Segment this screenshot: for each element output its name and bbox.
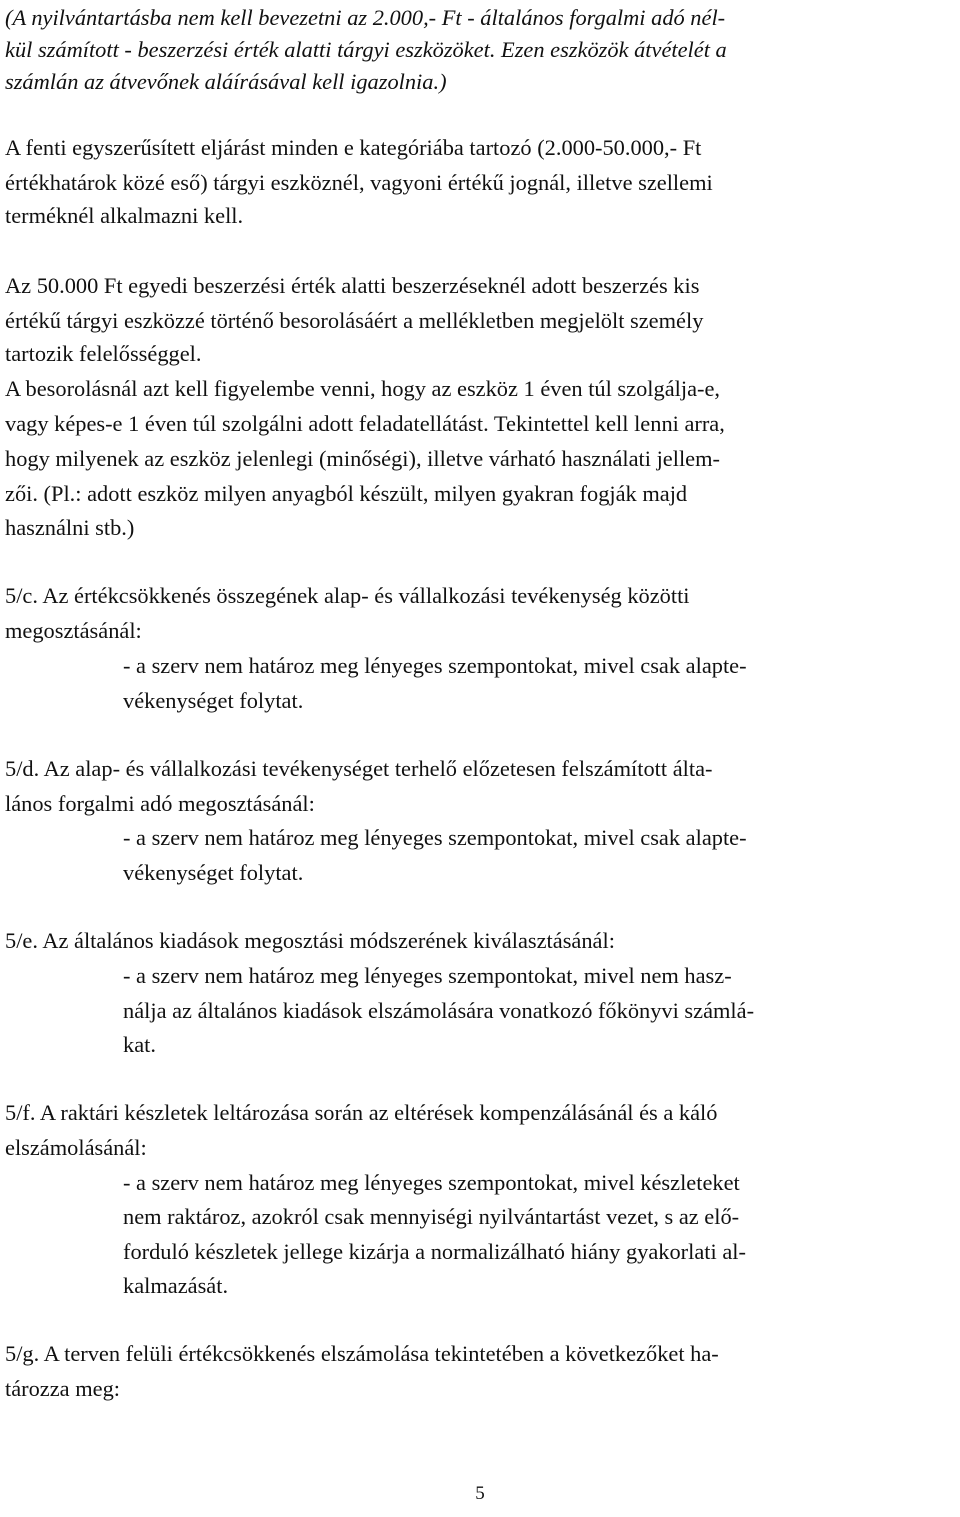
indented-line: vékenységet folytat.: [123, 860, 304, 885]
indented-line: forduló készletek jellege kizárja a normalizálható hiány gyakorlati al-: [123, 1239, 746, 1264]
text-line: tartozik felelősséggel.: [5, 341, 202, 366]
text-line: terméknél alkalmazni kell.: [5, 203, 244, 228]
text-line: A fenti egyszerűsített eljárást minden e kategóriába tartozó (2.000-50.000,- Ft: [5, 135, 702, 160]
section-heading-5d: 5/d. Az alap- és vállalkozási tevékenységet terhelő előzetesen felszámított álta-: [5, 756, 713, 781]
section-heading-5e: 5/e. Az általános kiadások megosztási módszerének kiválasztásánál:: [5, 928, 615, 953]
text-line: értékhatárok közé eső) tárgyi eszköznél, vagyoni értékű jognál, illetve szellemi: [5, 170, 713, 195]
indented-line: - a szerv nem határoz meg lényeges szempontokat, mivel készleteket: [123, 1170, 740, 1195]
indented-line: - a szerv nem határoz meg lényeges szempontokat, mivel nem hasz-: [123, 963, 732, 988]
indented-line: vékenységet folytat.: [123, 688, 304, 713]
section-heading-5f: 5/f. A raktári készletek leltározása során az eltérések kompenzálásánál és a káló: [5, 1100, 718, 1125]
indented-line: nem raktároz, azokról csak mennyiségi nyilvántartást vezet, s az elő-: [123, 1204, 740, 1229]
text-line: Az 50.000 Ft egyedi beszerzési érték alatti beszerzéseknél adott beszerzés kis: [5, 273, 700, 298]
indented-line: - a szerv nem határoz meg lényeges szempontokat, mivel csak alapte-: [123, 825, 747, 850]
text-line: tározza meg:: [5, 1376, 120, 1401]
indented-line: kat.: [123, 1032, 156, 1057]
text-line: elszámolásánál:: [5, 1135, 147, 1160]
section-heading-5c: 5/c. Az értékcsökkenés összegének alap- és vállalkozási tevékenység közötti: [5, 583, 690, 608]
text-line: (A nyilvántartásba nem kell bevezetni az 2.000,- Ft - általános forgalmi adó nél-: [5, 5, 726, 30]
text-line: A besorolásnál azt kell figyelembe venni, hogy az eszköz 1 éven túl szolgálja-e,: [5, 376, 721, 401]
page-number: 5: [475, 1483, 485, 1504]
text-line: értékű tárgyi eszközzé történő besorolásáért a mellékletben megjelölt személy: [5, 308, 704, 333]
text-line: kül számított - beszerzési érték alatti tárgyi eszközöket. Ezen eszközök átvételét a: [5, 37, 727, 62]
indented-line: kalmazását.: [123, 1273, 229, 1298]
text-line: zői. (Pl.: adott eszköz milyen anyagból készült, milyen gyakran fogják majd: [5, 481, 688, 506]
text-line: hogy milyenek az eszköz jelenlegi (minőségi), illetve várható használati jellem-: [5, 446, 720, 471]
text-line: megosztásánál:: [5, 618, 142, 643]
text-line: számlán az átvevőnek aláírásával kell igazolnia.): [5, 69, 447, 94]
indented-line: nálja az általános kiadások elszámolására vonatkozó főkönyvi számlá-: [123, 998, 755, 1023]
indented-line: - a szerv nem határoz meg lényeges szempontokat, mivel csak alapte-: [123, 653, 747, 678]
text-line: használni stb.): [5, 515, 135, 540]
text-line: lános forgalmi adó megosztásánál:: [5, 791, 315, 816]
section-heading-5g: 5/g. A terven felüli értékcsökkenés elszámolása tekintetében a következőket ha-: [5, 1341, 719, 1366]
text-line: vagy képes-e 1 éven túl szolgálni adott feladatellátást. Tekintettel kell lenni arra,: [5, 411, 725, 436]
